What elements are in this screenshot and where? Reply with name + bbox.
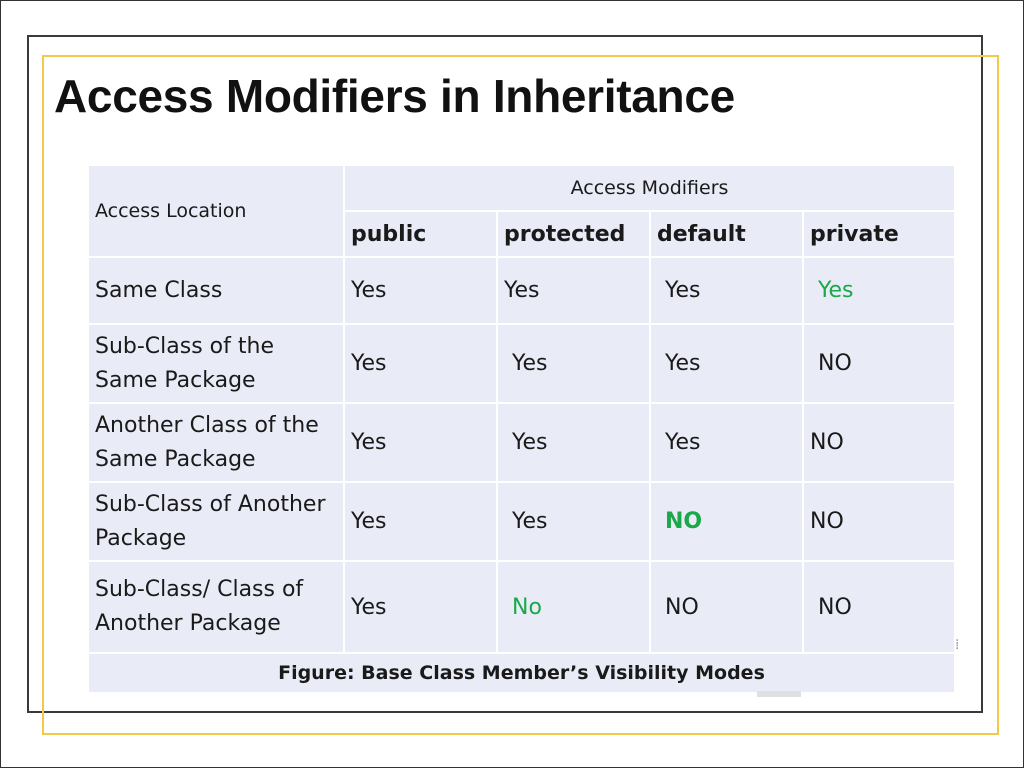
table-row bbox=[88, 403, 955, 482]
access-modifiers-table bbox=[87, 164, 956, 694]
row-label-subclass-another-package: Sub-Class of Another Package bbox=[88, 482, 344, 561]
table-row bbox=[88, 561, 955, 653]
cell-protected: Yes bbox=[497, 324, 650, 403]
cell-private: NO bbox=[803, 403, 955, 482]
access-location-header: Access Location bbox=[88, 165, 344, 257]
cell-default: NO bbox=[650, 561, 803, 653]
table-row bbox=[88, 482, 955, 561]
cell-default: NO bbox=[650, 482, 803, 561]
cell-protected: Yes bbox=[497, 257, 650, 324]
cell-default: Yes bbox=[650, 403, 803, 482]
cell-default: Yes bbox=[650, 324, 803, 403]
cell-default: Yes bbox=[650, 257, 803, 324]
cell-public: Yes bbox=[344, 257, 497, 324]
cell-protected: Yes bbox=[497, 482, 650, 561]
cell-public: Yes bbox=[344, 324, 497, 403]
slide-title: Access Modifiers in Inheritance bbox=[54, 70, 735, 122]
table-row bbox=[88, 257, 955, 324]
cell-protected: No bbox=[497, 561, 650, 653]
partial-artifact-mark: ⁞ bbox=[955, 637, 960, 653]
cell-public: Yes bbox=[344, 482, 497, 561]
cell-private: NO bbox=[803, 482, 955, 561]
column-header-public: public bbox=[344, 211, 497, 257]
column-header-private: private bbox=[803, 211, 955, 257]
table-caption-row bbox=[88, 653, 955, 693]
row-label-class-another-package: Sub-Class/ Class of Another Package bbox=[88, 561, 344, 653]
cell-protected: Yes bbox=[497, 403, 650, 482]
access-modifiers-header: Access Modifiers bbox=[344, 165, 955, 211]
figure-caption: Figure: Base Class Member’s Visibility Modes bbox=[88, 653, 955, 693]
cell-private: NO bbox=[803, 561, 955, 653]
column-header-protected: protected bbox=[497, 211, 650, 257]
cell-private: Yes bbox=[803, 257, 955, 324]
row-label-another-class-same-package: Another Class of the Same Package bbox=[88, 403, 344, 482]
column-header-default: default bbox=[650, 211, 803, 257]
access-modifiers-table-container bbox=[87, 164, 954, 692]
partial-artifact-bar bbox=[757, 691, 801, 697]
row-label-same-class: Same Class bbox=[88, 257, 344, 324]
cell-public: Yes bbox=[344, 403, 497, 482]
table-header-row-1 bbox=[88, 165, 955, 211]
table-row bbox=[88, 324, 955, 403]
cell-private: NO bbox=[803, 324, 955, 403]
cell-public: Yes bbox=[344, 561, 497, 653]
row-label-subclass-same-package: Sub-Class of the Same Package bbox=[88, 324, 344, 403]
